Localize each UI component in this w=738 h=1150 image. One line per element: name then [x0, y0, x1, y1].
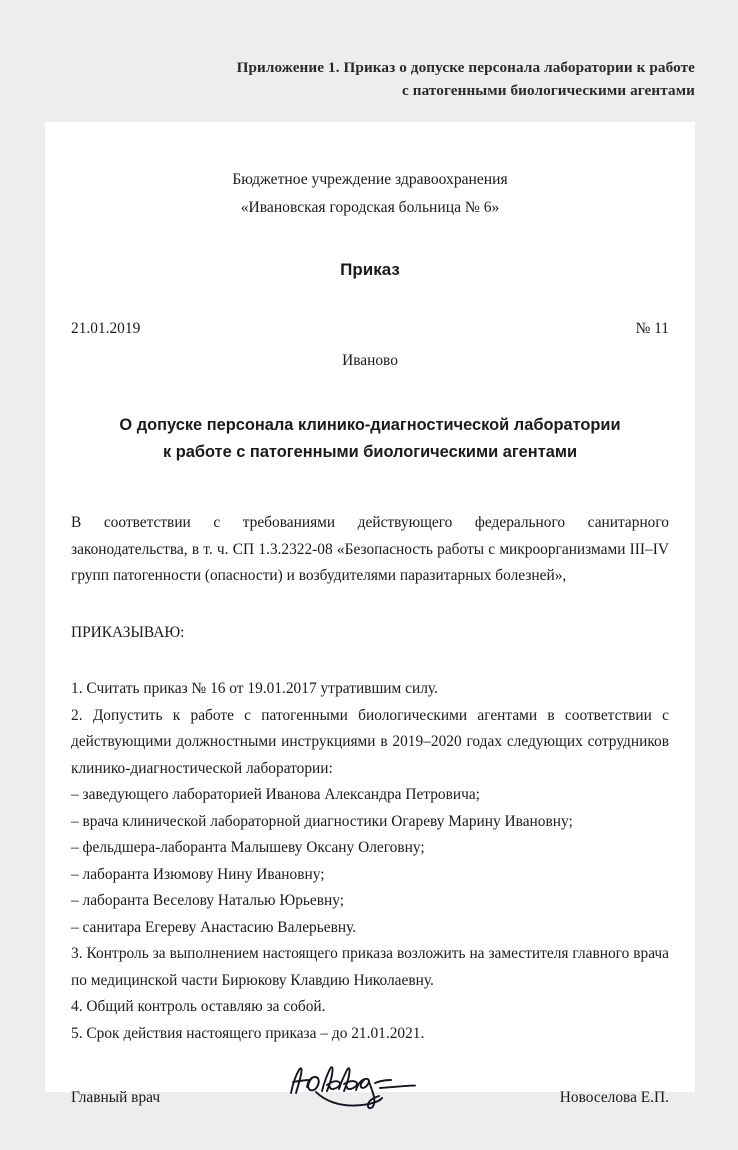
organization-line-1: Бюджетное учреждение здравоохранения [232, 171, 508, 188]
clause-item: 4. Общий контроль оставляю за собой. [71, 998, 326, 1015]
signatory-name: Новоселова Е.П. [559, 1089, 669, 1106]
running-header-line-1: Приложение 1. Приказ о допуске персонала лаборатории к работе [236, 59, 695, 76]
handwritten-signature-icon [283, 1059, 443, 1115]
clause-item: 1. Считать приказ № 16 от 19.01.2017 утратившим силу. [71, 680, 438, 697]
running-header-line-2: с патогенными биологическими агентами [402, 82, 695, 99]
staff-list-item: – фельдшера-лаборанта Малышеву Оксану Олеговну; [71, 839, 425, 856]
order-keyword: ПРИКАЗЫВАЮ: [71, 623, 185, 641]
document-number: № 11 [635, 320, 669, 337]
document-title: Приказ [340, 260, 400, 279]
document-running-header [45, 56, 695, 102]
clause-item: 2. Допустить к работе с патогенными биологическими агентами в соответствии с действующими должностными инструкциями в 2019–2020 годах следующих сотрудников клинико-диагностической лаборатории: [71, 706, 669, 777]
organization-block [71, 166, 669, 222]
staff-list-item: – лаборанта Изюмову Нину Ивановну; [71, 865, 325, 883]
document-date: 21.01.2019 [71, 320, 141, 337]
document-meta-row [71, 320, 669, 338]
staff-list-item: – санитара Егереву Анастасию Валерьевну. [71, 918, 357, 936]
subject-line-2: к работе с патогенными биологическими агентами [162, 443, 578, 461]
organization-line-2: «Ивановская городская больница № 6» [240, 199, 500, 216]
staff-list-item: – врача клинической лабораторной диагностики Огареву Марину Ивановну; [71, 812, 573, 830]
signatory-role: Главный врач [71, 1089, 161, 1106]
staff-list-item: – лаборанта Веселову Наталью Юрьевну; [71, 892, 345, 909]
subject-line-1: О допуске персонала клинико-диагностической лаборатории [119, 416, 621, 434]
document-clauses [71, 676, 669, 1047]
clause-item: 5. Срок действия настоящего приказа – до 21.01.2021. [71, 1024, 425, 1042]
staff-list-item: – заведующего лабораторией Иванова Александра Петровича; [71, 786, 480, 803]
document-preamble: В соответствии с требованиями действующего федерального санитарного законодательства, в т. ч. СП 1.3.2322-08 «Безопасность работы с микроорганизмами III–IV групп патогенности (опасности) и возбудителями паразитарных болезней», [71, 514, 669, 584]
signature-block [71, 1089, 669, 1107]
document-subject [71, 412, 669, 466]
page-content [71, 122, 669, 1106]
clause-item: 3. Контроль за выполнением настоящего приказа возложить на заместителя главного врача по медицинской части Бирюкову Клавдию Николаевну. [71, 945, 669, 989]
document-city: Иваново [342, 352, 398, 369]
document-page [45, 122, 695, 1106]
